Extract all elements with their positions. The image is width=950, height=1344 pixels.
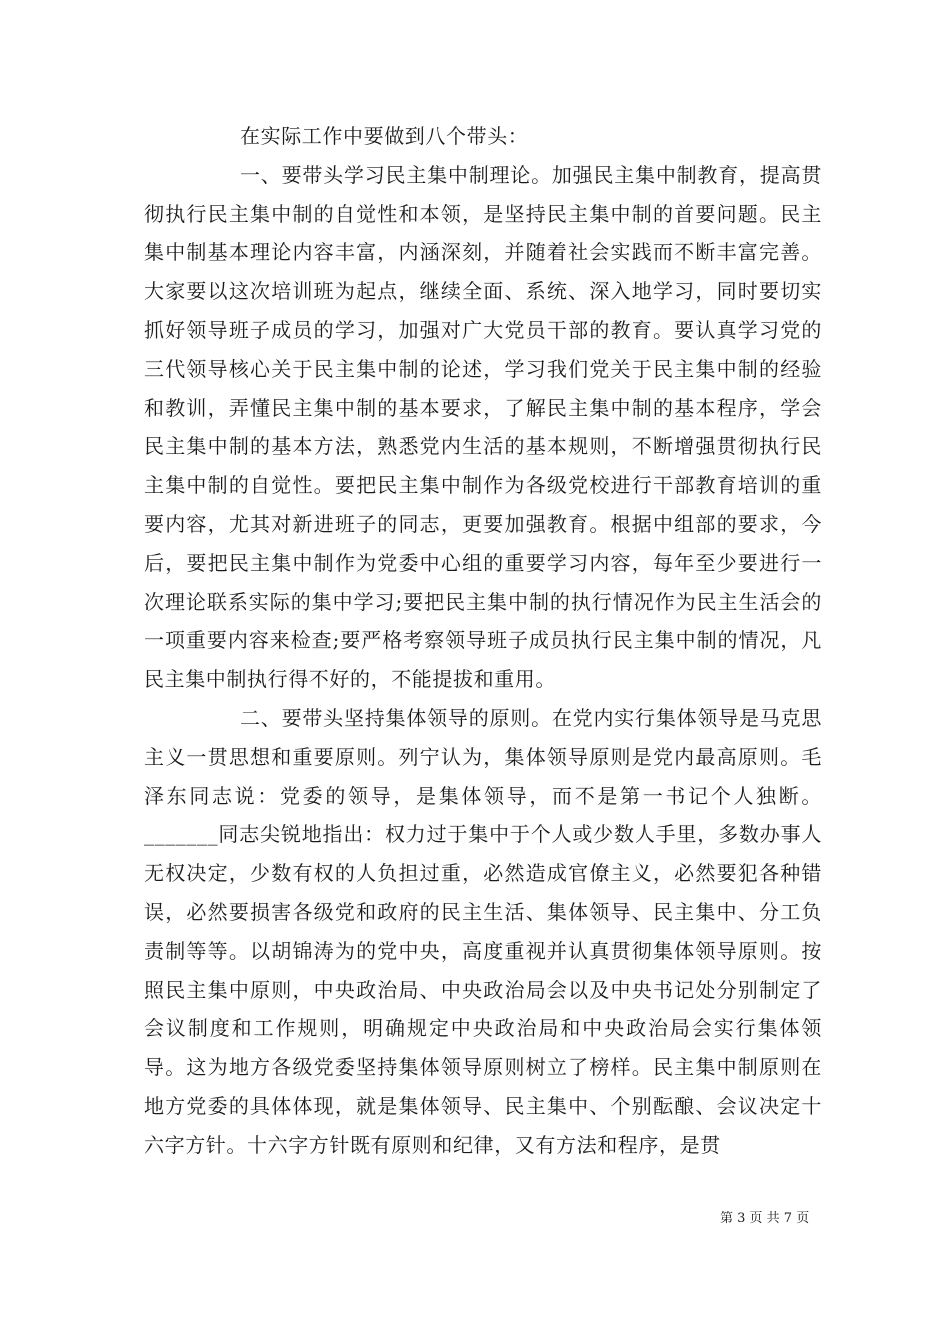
paragraph-one: 一、要带头学习民主集中制理论。加强民主集中制教育，提高贯彻执行民主集中制的自觉性和本领，是坚持民主集中制的首要问题。民主集中制基本理论内容丰富，内涵深刻，并随着社会实践而不断丰富完善。大家要以这次培训班为起点，继续全面、系统、深入地学习，同时要切实抓好领导班子成员的学习，加强对广大党员干部的教育。要认真学习党的三代领导核心关于民主集中制的论述，学习我们党关于民主集中制的经验和教训，弄懂民主集中制的基本要求，了解民主集中制的基本程序，学会民主集中制的基本方法，熟悉党内生活的基本规则，不断增强贯彻执行民主集中制的自觉性。要把民主集中制作为各级党校进行干部教育培训的重要内容，尤其对新进班子的同志，更要加强教育。根据中组部的要求，今后，要把民主集中制作为党委中心组的重要学习内容，每年至少要进行一次理论联系实际的集中学习;要把民主集中制的执行情况作为民主生活会的一项重要内容来检查;要严格考察领导班子成员执行民主集中制的情况，凡民主集中制执行得不好的，不能提拔和重用。	[144, 162, 822, 692]
page-number: 第 3 页 共 7 页	[720, 1211, 810, 1226]
document-body	[144, 117, 822, 1165]
intro-line: 在实际工作中要做到八个带头：	[240, 124, 529, 148]
paragraph-two: 二、要带头坚持集体领导的原则。在党内实行集体领导是马克思主义一贯思想和重要原则。列宁认为，集体领导原则是党内最高原则。毛泽东同志说：党委的领导，是集体领导，而不是第一书记个人独断。_______同志尖锐地指出：权力过于集中于个人或少数人手里，多数办事人无权决定，少数有权的人负担过重，必然造成官僚主义，必然要犯各种错误，必然要损害各级党和政府的民主生活、集体领导、民主集中、分工负责制等等。以胡锦涛为的党中央，高度重视并认真贯彻集体领导原则。按照民主集中原则，中央政治局、中央政治局会以及中央书记处分别制定了会议制度和工作规则，明确规定中央政治局和中央政治局会实行集体领导。这为地方各级党委坚持集体领导原则树立了榜样。民主集中制原则在地方党委的具体体现，就是集体领导、民主集中、个别酝酿、会议决定十六字方针。十六字方针既有原则和纪律，又有方法和程序，是贯	[144, 705, 822, 1157]
